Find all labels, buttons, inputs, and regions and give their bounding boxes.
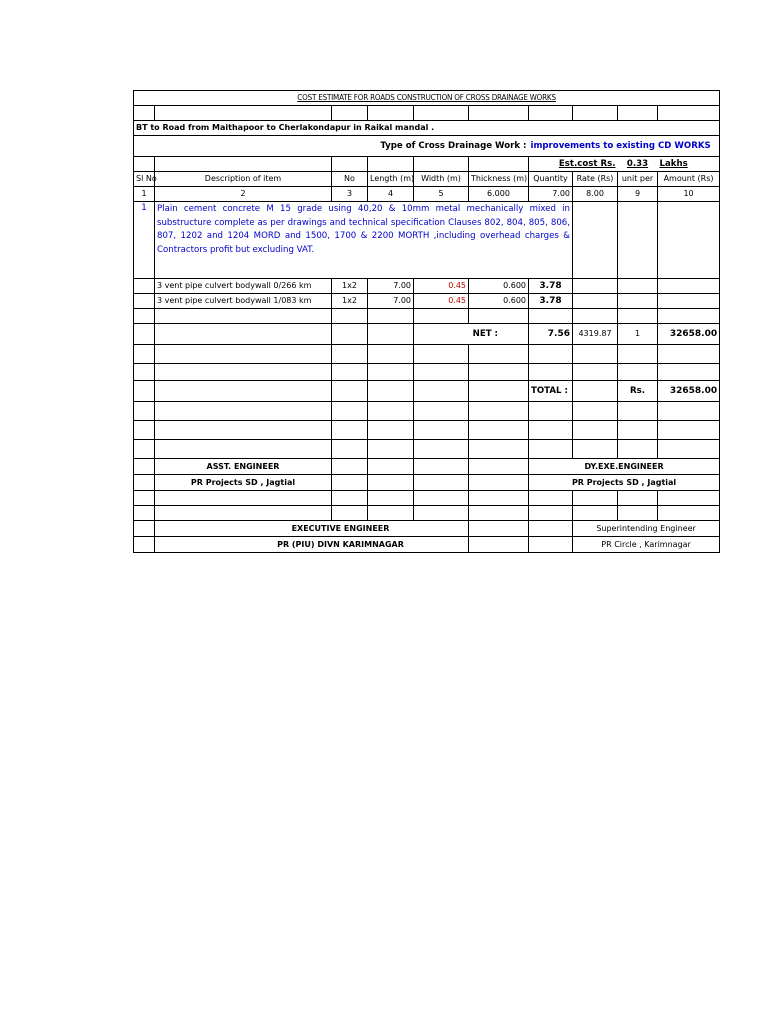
blank-row: [134, 421, 720, 440]
superintending-engineer-office: PR Circle , Karimnagar: [573, 537, 720, 553]
asst-engineer: ASST. ENGINEER: [155, 459, 332, 475]
blank-row: [134, 364, 720, 381]
superintending-engineer: Superintending Engineer: [573, 521, 720, 537]
table-row: [134, 294, 720, 309]
row-no: 1x2: [332, 294, 368, 309]
executive-engineer-office: PR (PIU) DIVN KARIMNAGAR: [155, 537, 469, 553]
column-number: 4: [368, 187, 414, 202]
header-unit-per: unit per: [618, 172, 658, 187]
item-description: Plain cement concrete M 15 grade using 40,20 & 10mm metal mechanically mixed in substructure complete as per drawings and technical specification Clauses 802, 804, 805, 806, 807, 1202 and 1204 MORD and 1500, 1700 & 2200 MORTH ,including overhead charges & Contractors profit but excluding VAT.: [155, 202, 573, 279]
net-quantity: 7.56: [529, 324, 573, 345]
column-number: 2: [155, 187, 332, 202]
est-cost-row: [134, 157, 720, 172]
net-rate: 4319.87: [573, 324, 618, 345]
item-row: [134, 202, 720, 279]
header-width: Width (m): [414, 172, 469, 187]
column-number: 3: [332, 187, 368, 202]
net-label: NET :: [414, 324, 529, 345]
total-amount: 32658.00: [658, 381, 720, 402]
est-cost-value: 0.33: [618, 157, 658, 172]
header-sl-no: Sl No: [134, 172, 155, 187]
blank-row: [134, 402, 720, 421]
page-title: COST ESTIMATE FOR ROADS CONSTRUCTION OF CROSS DRAINAGE WORKS: [134, 91, 720, 106]
total-row: [134, 381, 720, 402]
road-row: [134, 121, 720, 136]
dy-exe-engineer-office: PR Projects SD , Jagtial: [529, 475, 720, 491]
est-cost-unit: Lakhs: [658, 157, 720, 172]
type-value: improvements to existing CD WORKS: [529, 136, 720, 157]
row-quantity: 3.78: [529, 294, 573, 309]
item-sl-no: 1: [134, 202, 155, 279]
row-width: 0.45: [414, 279, 469, 294]
type-label: Type of Cross Drainage Work :: [134, 136, 529, 157]
blank-row: [134, 506, 720, 521]
row-quantity: 3.78: [529, 279, 573, 294]
blank-row: [134, 309, 720, 324]
header-description: Description of item: [155, 172, 332, 187]
executive-engineer: EXECUTIVE ENGINEER: [155, 521, 469, 537]
type-row: [134, 136, 720, 157]
signature-office-row: [134, 537, 720, 553]
net-unit-per: 1: [618, 324, 658, 345]
estimate-table: [133, 90, 720, 553]
header-rate: Rate (Rs): [573, 172, 618, 187]
road-name: BT to Road from Maithapoor to Cherlakondapur in Raikal mandal .: [134, 121, 720, 136]
header-thickness: Thickness (m): [469, 172, 529, 187]
title-row: [134, 91, 720, 106]
row-width: 0.45: [414, 294, 469, 309]
signature-row: [134, 459, 720, 475]
blank-row: [134, 440, 720, 459]
row-description: 3 vent pipe culvert bodywall 0/266 km: [155, 279, 332, 294]
row-length: 7.00: [368, 294, 414, 309]
net-amount: 32658.00: [658, 324, 720, 345]
asst-engineer-office: PR Projects SD , Jagtial: [155, 475, 332, 491]
row-description: 3 vent pipe culvert bodywall 1/083 km: [155, 294, 332, 309]
column-number: 9: [618, 187, 658, 202]
total-currency: Rs.: [618, 381, 658, 402]
est-cost-label: Est.cost Rs.: [529, 157, 618, 172]
column-number: 7.00: [529, 187, 573, 202]
row-length: 7.00: [368, 279, 414, 294]
row-thickness: 0.600: [469, 279, 529, 294]
header-no: No: [332, 172, 368, 187]
header-quantity: Quantity: [529, 172, 573, 187]
column-number: 8.00: [573, 187, 618, 202]
signature-office-row: [134, 475, 720, 491]
total-label: TOTAL :: [529, 381, 573, 402]
dy-exe-engineer: DY.EXE.ENGINEER: [529, 459, 720, 475]
table-row: [134, 279, 720, 294]
signature-row: [134, 521, 720, 537]
header-row: [134, 172, 720, 187]
column-number: 6.000: [469, 187, 529, 202]
column-number: 5: [414, 187, 469, 202]
header-amount: Amount (Rs): [658, 172, 720, 187]
blank-row: [134, 106, 720, 121]
column-number: 1: [134, 187, 155, 202]
header-length: Length (m): [368, 172, 414, 187]
blank-row: [134, 491, 720, 506]
row-no: 1x2: [332, 279, 368, 294]
net-row: [134, 324, 720, 345]
column-number-row: [134, 187, 720, 202]
row-thickness: 0.600: [469, 294, 529, 309]
column-number: 10: [658, 187, 720, 202]
cost-estimate-sheet: [133, 90, 719, 553]
blank-row: [134, 345, 720, 364]
